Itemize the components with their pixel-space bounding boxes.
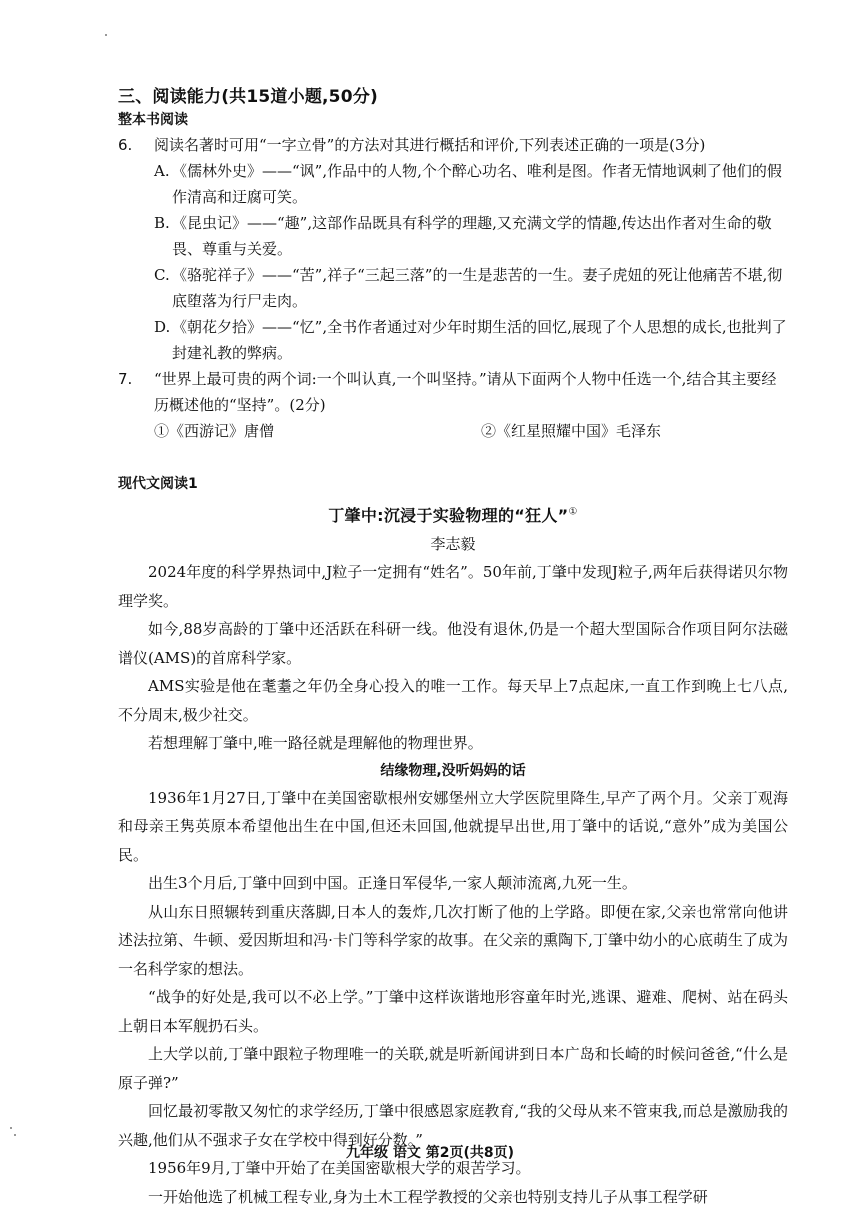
article-paragraph: 1936年1月27日,丁肇中在美国密歇根州安娜堡州立大学医院里降生,早产了两个月。父亲丁观海和母亲王隽英原本希望他出生在中国,但还未回国,他就提早出世,用丁肇中的话说,“意外”成为美国公民。 (118, 788, 788, 864)
article-paragraph: 2024年度的科学界热词中,J粒子一定拥有“姓名”。50年前,丁肇中发现J粒子,两年后获得诺贝尔物理学奖。 (118, 563, 788, 610)
option-text: 《昆虫记》——“趣”,这部作品既具有科学的理趣,又充满文学的情趣,传达出作者对生命的敬畏、尊重与关爱。 (172, 214, 772, 258)
article-paragraph: 回忆最初零散又匆忙的求学经历,丁肇中很感恩家庭教育,“我的父母从来不管束我,而总是激励我的兴趣,他们从不强求子女在学校中得到好分数。” (118, 1102, 788, 1149)
article-author: 李志毅 (430, 535, 476, 553)
scan-speck (105, 34, 107, 36)
article-paragraph: 上大学以前,丁肇中跟粒子物理唯一的关联,就是听新闻讲到日本广岛和长崎的时候问爸爸,“什么是原子弹?” (118, 1045, 788, 1092)
choice-list (154, 418, 788, 444)
option-text: 《朝花夕拾》——“忆”,全书作者通过对少年时期生活的回忆,展现了个人思想的成长,也批判了封建礼教的弊病。 (172, 318, 787, 362)
footnote-marker: ① (568, 506, 578, 518)
question-number: 6. (118, 136, 133, 154)
article-paragraph: 如今,88岁高龄的丁肇中还活跃在科研一线。他没有退休,仍是一个超大型国际合作项目阿尔法磁谱仪(AMS)的首席科学家。 (118, 620, 788, 667)
subsection-label: 整本书阅读 (118, 112, 188, 128)
reading-label: 现代文阅读1 (118, 476, 198, 492)
question-text: 阅读名著时可用“一字立骨”的方法对其进行概括和评价,下列表述正确的一项是(3分) (154, 136, 706, 154)
option-a (154, 158, 788, 210)
article-title-text: 丁肇中:沉浸于实验物理的“狂人” (328, 506, 569, 525)
spacer (118, 444, 788, 474)
article-paragraph: 一开始他选了机械工程专业,身为土木工程学教授的父亲也特别支持儿子从事工程学研 (148, 1187, 708, 1206)
option-c (154, 262, 788, 314)
choice-item: ①《西游记》唐僧 (154, 422, 275, 440)
question-text: “世界上最可贵的两个词:一个叫认真,一个叫坚持。”请从下面两个人物中任选一个,结合其主要经历概述他的“坚持”。(2分) (154, 370, 777, 414)
page-footer: 九年级 语文 第2页(共8页) (345, 1145, 515, 1161)
option-letter: D. (154, 318, 171, 336)
article-title (118, 502, 788, 530)
scan-speck (10, 1127, 12, 1129)
question-7 (118, 366, 788, 444)
option-d (154, 314, 788, 366)
section-title: 三、阅读能力(共15道小题,50分) (118, 87, 378, 107)
question-number: 7. (118, 370, 133, 388)
article-paragraph: 1956年9月,丁肇中开始了在美国密歇根大学的艰苦学习。 (148, 1159, 531, 1177)
article-paragraph: 从山东日照辗转到重庆落脚,日本人的轰炸,几次打断了他的上学路。即便在家,父亲也常常向他讲述法拉第、牛顿、爱因斯坦和冯·卡门等科学家的故事。在父亲的熏陶下,丁肇中幼小的心底萌生了成为一名科学家的想法。 (118, 902, 788, 978)
option-b (154, 210, 788, 262)
article-paragraph: “战争的好处是,我可以不必上学。”丁肇中这样诙谐地形容童年时光,逃课、避难、爬树、站在码头上朝日本军舰扔石头。 (118, 988, 788, 1035)
article-paragraph: AMS实验是他在耄耋之年仍全身心投入的唯一工作。每天早上7点起床,一直工作到晚上七八点,不分周末,极少社交。 (118, 677, 788, 724)
page-content (118, 84, 788, 1211)
article-subheading: 结缘物理,没听妈妈的话 (380, 762, 526, 779)
option-letter: C. (154, 266, 170, 284)
choice-item: ②《红星照耀中国》毛泽东 (481, 422, 662, 440)
article-paragraph: 若想理解丁肇中,唯一路径就是理解他的物理世界。 (148, 734, 483, 752)
scan-speck (14, 1134, 16, 1136)
option-text: 《儒林外史》——“讽”,作品中的人物,个个醉心功名、唯利是图。作者无情地讽刺了他们的假作清高和迂腐可笑。 (172, 162, 782, 206)
option-letter: B. (154, 214, 170, 232)
option-letter: A. (154, 162, 170, 180)
article-body-part-1 (118, 558, 788, 758)
question-6 (118, 132, 788, 366)
article-paragraph: 出生3个月后,丁肇中回到中国。正逢日军侵华,一家人颠沛流离,九死一生。 (148, 874, 637, 892)
option-text: 《骆驼祥子》——“苦”,祥子“三起三落”的一生是悲苦的一生。妻子虎妞的死让他痛苦不堪,彻底堕落为行尸走肉。 (172, 266, 783, 310)
option-list (154, 158, 788, 366)
